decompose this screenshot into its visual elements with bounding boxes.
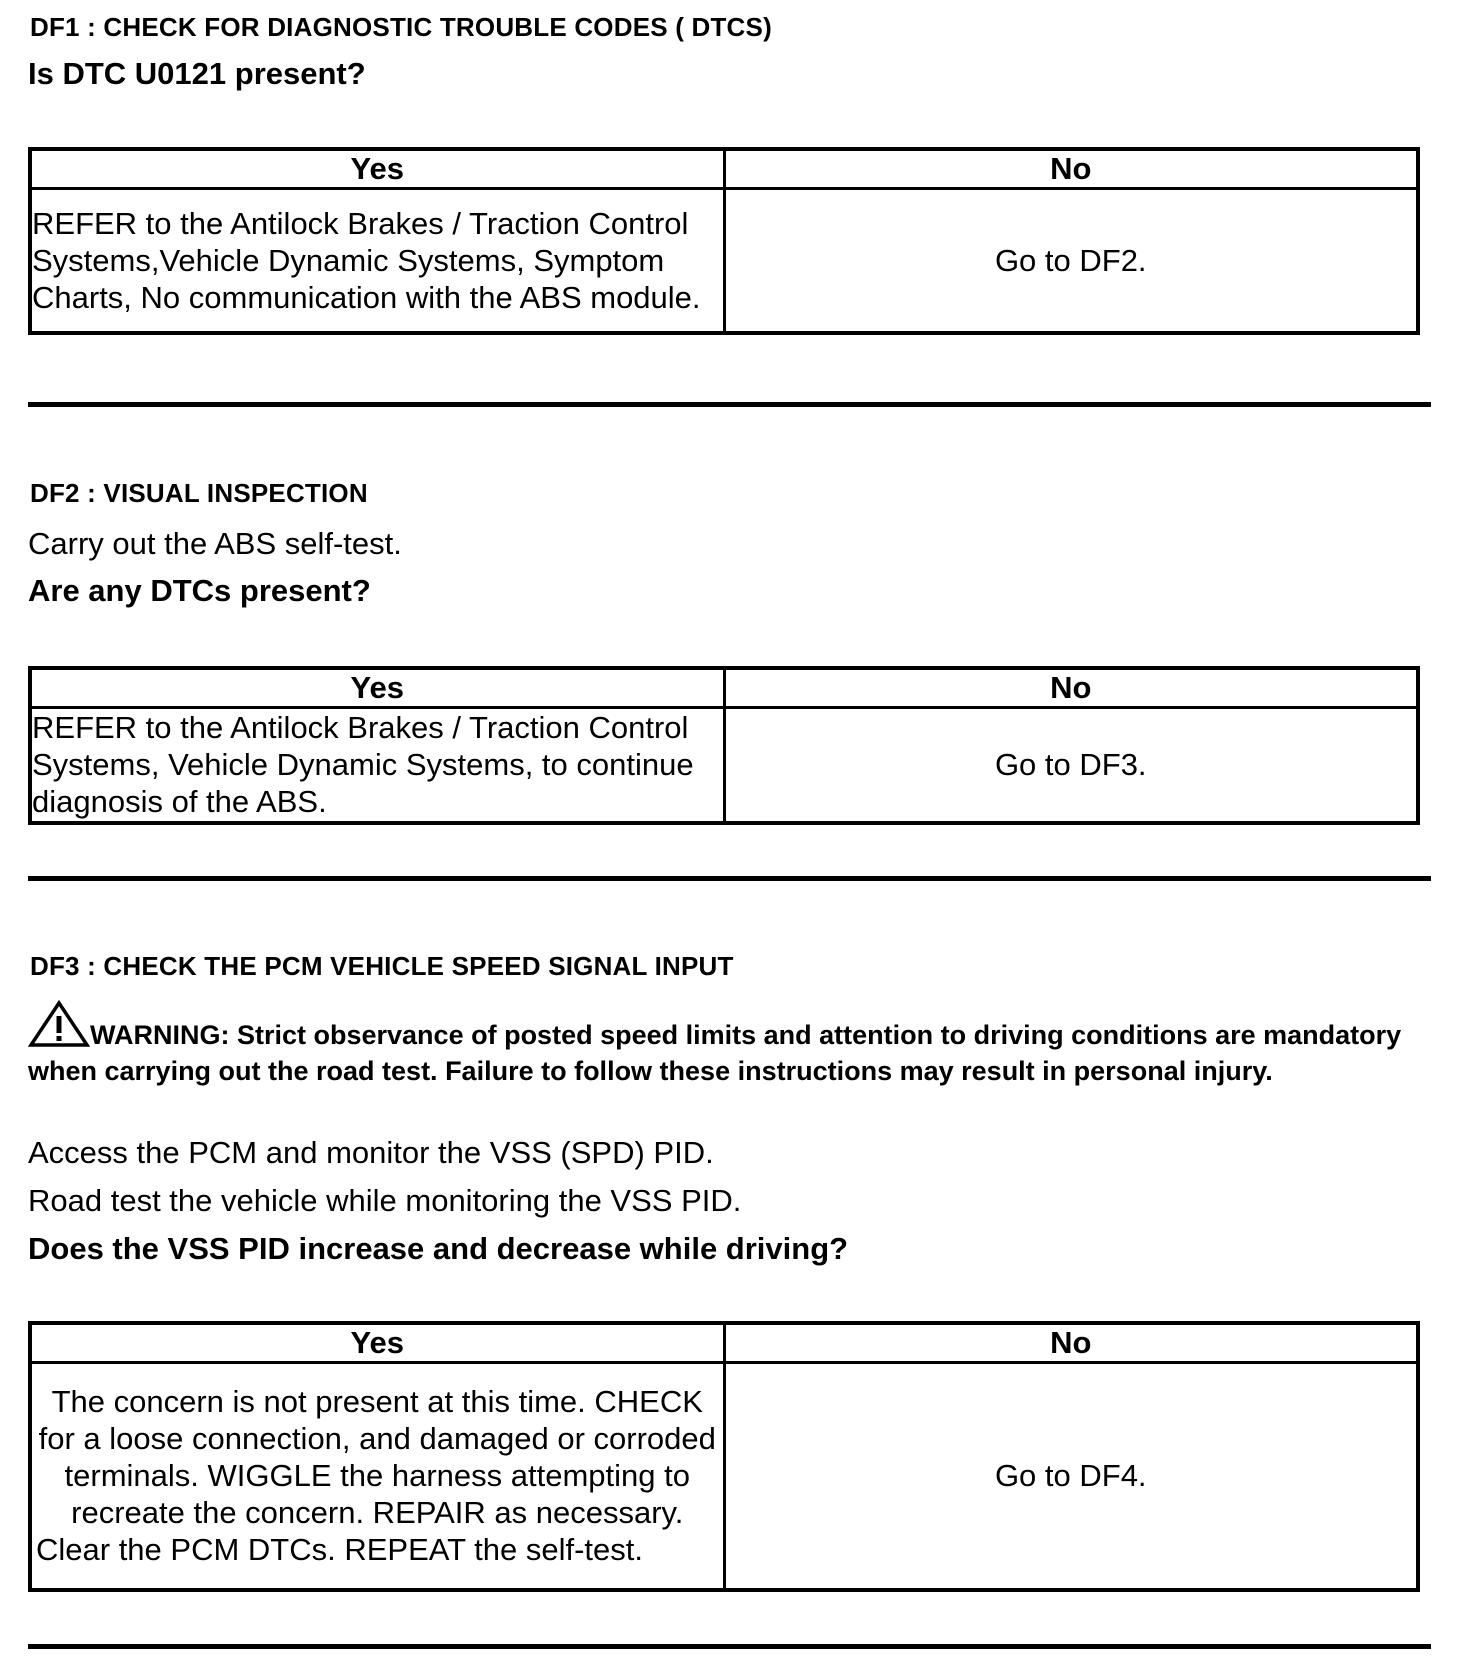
df3-instruction-2: Road test the vehicle while monitoring the VSS PID. [28,1183,742,1218]
df2-instruction: Carry out the ABS self-test. [28,526,402,561]
section-divider [28,876,1431,881]
df3-table [28,1321,1420,1592]
df3-no-header: No [724,1323,1418,1363]
df2-yes-header: Yes [30,668,724,708]
df3-question: Does the VSS PID increase and decrease while driving? [28,1231,849,1266]
df3-warning-text: WARNING: Strict observance of posted speed limits and attention to driving conditions are mandatory when carrying out the road test. Failure to follow these instructions may result in personal injury. [28,1020,1402,1086]
df1-title: DF1 : CHECK FOR DIAGNOSTIC TROUBLE CODES ( DTCS) [30,12,772,42]
df2-table [28,666,1420,825]
df3-no-cell: Go to DF4. [724,1363,1418,1590]
df1-table [28,147,1420,335]
df1-yes-header: Yes [30,149,724,189]
df3-yes-text-last: Clear the PCM DTCs. REPEAT the self-test. [36,1532,643,1568]
df2-no-header: No [724,668,1418,708]
df3-yes-header: Yes [30,1323,724,1363]
df3-instruction-1: Access the PCM and monitor the VSS (SPD) PID. [28,1135,714,1170]
df1-question: Is DTC U0121 present? [28,56,366,91]
df3-yes-cell [30,1363,724,1590]
df2-yes-cell: REFER to the Antilock Brakes / Traction Control Systems, Vehicle Dynamic Systems, to continue diagnosis of the ABS. [30,708,724,823]
df3-warning [28,1000,1428,1087]
df2-title: DF2 : VISUAL INSPECTION [30,478,368,508]
df3-title: DF3 : CHECK THE PCM VEHICLE SPEED SIGNAL INPUT [30,951,734,981]
df2-question: Are any DTCs present? [28,573,371,608]
warning-triangle-icon [28,1000,90,1055]
df1-yes-cell: REFER to the Antilock Brakes / Traction Control Systems,Vehicle Dynamic Systems, Symptom Charts, No communication with the ABS module. [30,189,724,333]
df1-no-cell: Go to DF2. [724,189,1418,333]
section-divider [28,1644,1431,1649]
df3-yes-text: The concern is not present at this time. CHECK for a loose connection, and damaged or corroded terminals. WIGGLE the harness attempting to recreate the concern. REPAIR as necessary. [38,1384,716,1531]
df1-no-header: No [724,149,1418,189]
section-divider [28,402,1431,407]
df2-no-cell: Go to DF3. [724,708,1418,823]
